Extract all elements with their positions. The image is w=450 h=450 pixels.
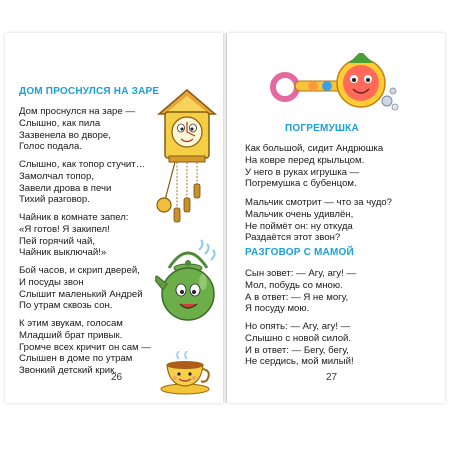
cuckoo-clock-icon: [155, 88, 221, 228]
page-number: 26: [111, 372, 123, 383]
verse-line: На ковре перед крыльцом.: [245, 154, 365, 166]
verse-line: Младший брат привык.: [19, 329, 123, 341]
verse-line: Громче всех кричит он сам —: [19, 341, 151, 353]
verse-line: А в ответ: — Я не могу,: [245, 291, 349, 303]
verse-line: Мальчик смотрит — что за чудо?: [245, 197, 392, 208]
verse-line: Пей горячий чай,: [19, 235, 96, 247]
stanza: [245, 321, 354, 368]
verse-line: Тихий разговор.: [19, 194, 90, 206]
verse-line: Не поймёт он: ну откуда: [245, 220, 353, 232]
verse-line: Слышно с новой силой.: [245, 332, 352, 344]
verse-line: Завели дрова в печи: [19, 182, 112, 194]
verse-line: Я посуду мою.: [245, 303, 310, 315]
left-page: [5, 33, 223, 403]
verse-line: Мальчик очень удивлён,: [245, 208, 354, 220]
verse-line: Слышит маленький Андрей: [19, 288, 143, 300]
verse-line: Мол, побудь со мною.: [245, 279, 343, 291]
verse-line: По утрам сквозь сон.: [19, 300, 113, 312]
poem-title: РАЗГОВОР С МАМОЙ: [245, 247, 354, 258]
verse-line: Дом проснулся на заре —: [19, 106, 135, 117]
teacup-icon: [159, 351, 215, 395]
verse-line: Чайник в комнате запел:: [19, 212, 129, 223]
page-number: 27: [326, 372, 338, 383]
verse-line: Не сердись, мой милый!: [245, 356, 354, 368]
verse-line: Сын зовет: — Агу, агу! —: [245, 268, 357, 279]
verse-line: Как большой, сидит Андрюшка: [245, 143, 384, 154]
verse-line: Бой часов, и скрип дверей,: [19, 265, 140, 276]
rattle-icon: [269, 53, 399, 115]
verse-line: Раздаётся этот звон?: [245, 232, 341, 244]
stanza: [245, 143, 383, 190]
stanza: [19, 212, 129, 259]
poem-title: ДОМ ПРОСНУЛСЯ НА ЗАРЕ: [19, 86, 160, 97]
right-page: [227, 33, 445, 403]
stanza: [19, 106, 135, 153]
verse-line: Погремушка с бубенцом.: [245, 178, 357, 190]
verse-line: Чайник выключай!»: [19, 247, 107, 259]
stanza: [19, 318, 151, 377]
verse-line: Слышен в доме по утрам: [19, 353, 133, 365]
verse-line: Звонкий детский крик.: [19, 365, 118, 377]
verse-line: Слышно, как пила: [19, 117, 101, 129]
stanza: [245, 268, 356, 315]
verse-line: Но опять: — Агу, агу! —: [245, 321, 351, 332]
verse-line: Слышно, как топор стучит…: [19, 159, 146, 170]
stanza: [19, 159, 145, 206]
verse-line: Голос подала.: [19, 141, 83, 153]
verse-line: У него в руках игрушка —: [245, 166, 360, 178]
stanza: [245, 197, 392, 244]
kettle-icon: [155, 238, 221, 330]
verse-line: Зазвенела во дворе,: [19, 129, 111, 141]
verse-line: И посуды звон: [19, 276, 84, 288]
stanza: [19, 265, 143, 312]
poem-title: ПОГРЕМУШКА: [285, 123, 359, 134]
verse-line: Замолчал топор,: [19, 170, 94, 182]
verse-line: К этим звукам, голосам: [19, 318, 123, 329]
verse-line: И в ответ: — Бегу, бегу,: [245, 344, 349, 356]
verse-line: «Я готов! Я закипел!: [19, 223, 110, 235]
